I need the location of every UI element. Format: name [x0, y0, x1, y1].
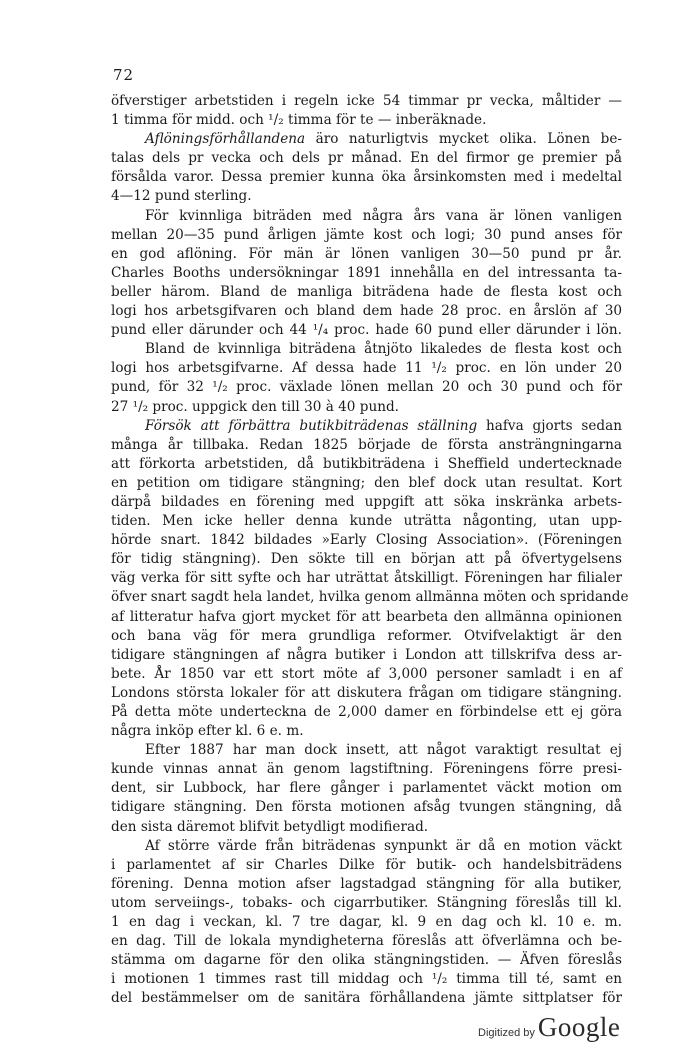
text-line: [111, 264, 622, 283]
line-text: en god aflöning. För män är lönen vanligen 30—50 pund pr år.: [111, 245, 622, 262]
text-line: [111, 359, 622, 378]
line-text: förening. Denna motion afser lagstadgad stängning för alla butiker,: [111, 875, 622, 892]
text-line: [111, 398, 622, 417]
text-line: [111, 569, 622, 588]
text-line: [111, 149, 622, 168]
text-line: [111, 875, 622, 894]
line-text: 4—12 pund sterling.: [111, 188, 252, 205]
line-text: beller härom. Bland de manliga biträdena hade de flesta kost och: [111, 283, 622, 300]
text-line: [111, 703, 622, 722]
text-line: [111, 608, 622, 627]
digitized-label: Digitized by: [478, 1027, 535, 1039]
line-text: tiden. Men icke heller denna kunde uträtta någonting, utan upp-: [111, 513, 622, 530]
line-text: del bestämmelser om de sanitära förhållandena jämte sittplatser för: [111, 990, 622, 1007]
line-text: väg verka för sitt syfte och har uträttat åtskilligt. Föreningen har filialer: [111, 570, 622, 587]
text-line: [111, 378, 622, 397]
italic-heading: Försök att förbättra butikbiträdenas ställning: [145, 417, 478, 434]
line-text: pund eller därunder och 44 ¹/₄ proc. hade 60 pund eller därunder i lön.: [111, 322, 622, 339]
line-text: af litteratur hafva gjort mycket för att bearbeta den allmänna opinionen: [111, 608, 622, 625]
text-line: [111, 493, 622, 512]
text-line: [111, 245, 622, 264]
text-line: [111, 722, 622, 741]
line-text: mellan 20—35 pund årligen jämte kost och logi; 30 pund anses för: [111, 226, 622, 243]
line-text: På detta möte underteckna de 2,000 damer en förbindelse ett ej göra: [111, 704, 622, 720]
text-line: [111, 818, 622, 837]
text-line: [111, 913, 622, 932]
line-text: Bland de kvinnliga biträdena åtnjöto likaledes de flesta kost och: [145, 341, 622, 358]
line-text: logi hos arbetsgifvaren och bland dem hade 28 proc. en årslön af 30: [111, 303, 622, 320]
text-line: [111, 531, 622, 550]
line-text: i parlamentet af sir Charles Dilke för butik- och handelsbiträdens: [111, 856, 622, 873]
line-text: för tidig stängning). Den sökte till en början att på öfvertygelsens: [111, 551, 622, 568]
line-text: 27 ¹/₂ proc. uppgick den till 30 à 40 pund.: [111, 398, 399, 415]
line-text: öfverstiger arbetstiden i regeln icke 54 timmar pr vecka, måltider —: [111, 93, 622, 109]
line-text: några inköp efter kl. 6 e. m.: [111, 723, 304, 740]
line-text: stämma om dagarne för den olika stängningstiden. — Äfven föreslås: [111, 952, 622, 969]
text-line: [111, 168, 622, 187]
text-line: [111, 417, 622, 436]
line-text: kunde vinnas annat än genom lagstiftning. Föreningens förre presi-: [111, 761, 622, 778]
text-line: [111, 684, 622, 703]
text-line: [111, 779, 622, 798]
line-text: dent, sir Lubbock, har flere gånger i parlamentet väckt motion om: [111, 780, 622, 797]
digitized-footer: [478, 1012, 620, 1042]
line-text: den sista däremot blifvit betydligt modifierad.: [111, 818, 429, 835]
text-line: [111, 932, 622, 951]
text-line: [111, 856, 622, 875]
google-logo: Google: [537, 1012, 621, 1042]
line-text: Efter 1887 har man dock insett, att något varaktigt resultat ej: [145, 742, 622, 759]
text-line: [111, 627, 622, 646]
text-line: [111, 283, 622, 302]
line-text: logi hos arbetsgifvarne. Af dessa hade 11 ¹/₂ proc. en lön under 20: [111, 360, 622, 377]
line-text: och bana väg för mera grundliga reformer. Otvifvelaktigt är den: [111, 627, 622, 644]
page-number: 72: [113, 66, 135, 84]
line-text: att förkorta arbetstiden, då butikbiträdena i Sheffield undertecknade: [111, 455, 622, 472]
text-line: [111, 92, 622, 111]
text-line: [111, 894, 622, 913]
text-line: [111, 340, 622, 359]
text-line: [111, 798, 622, 817]
line-text: utom serveiings-, tobaks- och cigarrbutiker. Stängning föreslås till kl.: [111, 894, 622, 911]
body-text: [111, 92, 629, 1009]
text-line: [111, 646, 622, 665]
text-line: [111, 741, 622, 760]
line-text: tidigare stängning. Den första motionen afsåg tvungen stängning, då: [111, 799, 622, 816]
line-text: äro naturligtvis mycket olika. Lönen be-: [305, 131, 622, 148]
line-text: en petition om tidigare stängning; den blef dock utan resultat. Kort: [111, 474, 622, 491]
line-text: i motionen 1 timmes rast till middag och ¹/₂ timma till té, samt en: [111, 971, 622, 988]
line-text: därpå bildades en förening med uppgift att söka inskränka arbets-: [111, 493, 622, 510]
line-text: hörde snart. 1842 bildades »Early Closing Association». (Föreningen: [111, 532, 622, 549]
text-line: [111, 989, 622, 1008]
text-line: [111, 474, 622, 493]
text-line: [111, 951, 622, 970]
text-line: [111, 187, 622, 206]
line-text: 1 en dag i veckan, kl. 7 tre dagar, kl. 9 en dag och kl. 10 e. m.: [111, 914, 622, 931]
line-text: bete. År 1850 var ett stort möte af 3,000 personer samladt i en af: [111, 665, 622, 682]
text-line: [111, 588, 629, 607]
line-text: försålda varor. Dessa premier kunna öka årsinkomsten med i medeltal: [111, 169, 622, 186]
text-line: [111, 226, 622, 245]
line-text: För kvinnliga biträden med några års vana är lönen vanligen: [145, 207, 622, 224]
text-line: [111, 436, 622, 455]
italic-heading: Aflöningsförhållandena: [145, 131, 306, 148]
line-text: en dag. Till de lokala myndigheterna föreslås att öfverlämna och be-: [111, 933, 622, 950]
line-text: många år tillbaka. Redan 1825 började de första ansträngningarna: [111, 436, 622, 453]
text-line: [111, 760, 622, 779]
line-text: tidigare stängningen af några butiker i London att tillskrifva dess ar-: [111, 646, 622, 663]
text-line: [111, 665, 622, 684]
text-line: [111, 512, 622, 531]
text-line: [111, 550, 622, 569]
text-line: [111, 970, 622, 989]
line-text: Londons största lokaler för att diskutera frågan om tidigare stängning.: [111, 684, 622, 701]
line-text: hafva gjorts sedan: [477, 417, 622, 434]
line-text: Charles Booths undersökningar 1891 innehålla en del intressanta ta-: [111, 264, 622, 281]
line-text: talas dels pr vecka och dels pr månad. En del firmor ge premier på: [111, 150, 622, 167]
text-line: [111, 130, 622, 149]
text-line: [111, 455, 622, 474]
line-text: pund, för 32 ¹/₂ proc. växlade lönen mellan 20 och 30 pund och för: [111, 379, 622, 396]
line-text: 1 timma för midd. och ¹/₂ timma för te — inberäknade.: [111, 112, 487, 129]
line-text: Af större värde från biträdenas synpunkt är då en motion väckt: [145, 837, 622, 854]
text-line: [111, 111, 622, 130]
text-line: [111, 321, 622, 340]
text-line: [111, 302, 622, 321]
line-text: öfver snart sagdt hela landet, hvilka genom allmänna möten och spridande: [111, 589, 629, 606]
text-line: [111, 207, 622, 226]
text-line: [111, 837, 622, 856]
